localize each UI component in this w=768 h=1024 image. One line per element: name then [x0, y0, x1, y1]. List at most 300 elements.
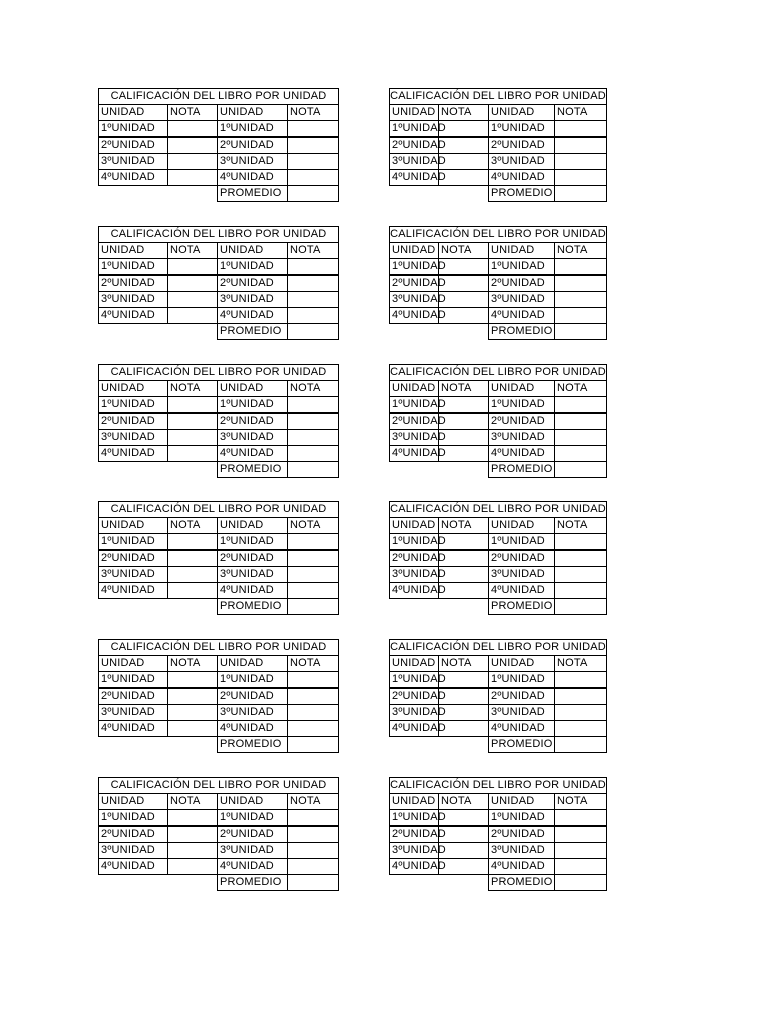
unit-row — [389, 445, 607, 462]
average-row — [98, 598, 339, 615]
grade-cell[interactable] — [287, 258, 339, 275]
unit-label: 2ºUNIDAD — [488, 550, 555, 567]
grade-cell[interactable] — [554, 307, 607, 324]
grade-cell[interactable] — [554, 550, 607, 567]
unit-label: 1ºUNIDAD — [98, 396, 168, 413]
unit-label: 1ºUNIDAD — [98, 258, 168, 275]
grade-cell[interactable] — [287, 720, 339, 737]
unit-label: 2ºUNIDAD — [389, 688, 439, 705]
unit-label: 1ºUNIDAD — [389, 258, 439, 275]
grade-cell[interactable] — [167, 704, 218, 721]
unit-label: 1ºUNIDAD — [98, 671, 168, 688]
header-unit: UNIDAD — [217, 655, 288, 672]
average-cell[interactable] — [554, 323, 607, 340]
header-unit: UNIDAD — [98, 655, 168, 672]
header-grade: NOTA — [554, 242, 607, 259]
unit-label: 4ºUNIDAD — [98, 445, 168, 462]
grade-card-r2-left — [98, 226, 339, 347]
grade-cell[interactable] — [167, 291, 218, 308]
unit-label: 1ºUNIDAD — [488, 671, 555, 688]
grade-cell[interactable] — [554, 413, 607, 430]
unit-label: 3ºUNIDAD — [217, 842, 288, 859]
header-unit: UNIDAD — [217, 104, 288, 121]
grade-cell[interactable] — [554, 533, 607, 550]
title-row — [389, 639, 607, 656]
unit-row — [98, 291, 339, 308]
average-cell[interactable] — [554, 185, 607, 202]
header-row — [389, 793, 607, 810]
unit-row — [98, 413, 339, 430]
grade-cell[interactable] — [554, 566, 607, 583]
average-cell[interactable] — [287, 598, 339, 615]
grade-card-r6-right — [389, 777, 607, 898]
unit-label: 2ºUNIDAD — [98, 550, 168, 567]
unit-label: 3ºUNIDAD — [389, 704, 439, 721]
unit-label: 4ºUNIDAD — [98, 307, 168, 324]
header-grade: NOTA — [438, 242, 489, 259]
unit-row — [389, 671, 607, 688]
grade-cell[interactable] — [554, 858, 607, 875]
unit-row — [389, 169, 607, 186]
unit-label: 3ºUNIDAD — [217, 153, 288, 170]
title-row — [389, 364, 607, 381]
unit-row — [389, 120, 607, 137]
unit-row — [98, 169, 339, 186]
header-grade: NOTA — [438, 793, 489, 810]
unit-label: 4ºUNIDAD — [389, 720, 439, 737]
unit-label: 4ºUNIDAD — [98, 720, 168, 737]
average-cell[interactable] — [287, 736, 339, 753]
card-title: CALIFICACIÓN DEL LIBRO POR UNIDAD — [98, 501, 339, 518]
card-title: CALIFICACIÓN DEL LIBRO POR UNIDAD — [98, 88, 339, 105]
average-cell[interactable] — [554, 736, 607, 753]
grade-card-r4-right — [389, 501, 607, 622]
header-grade: NOTA — [438, 655, 489, 672]
unit-label: 1ºUNIDAD — [98, 533, 168, 550]
unit-label: 4ºUNIDAD — [488, 858, 555, 875]
grade-cell[interactable] — [554, 396, 607, 413]
grade-cell[interactable] — [554, 826, 607, 843]
header-row — [98, 793, 339, 810]
unit-label: 2ºUNIDAD — [98, 413, 168, 430]
grade-cell[interactable] — [554, 688, 607, 705]
unit-label: 1ºUNIDAD — [488, 258, 555, 275]
unit-label: 2ºUNIDAD — [389, 275, 439, 292]
unit-label: 1ºUNIDAD — [98, 809, 168, 826]
grade-card-r6-left — [98, 777, 339, 898]
grade-cell[interactable] — [287, 566, 339, 583]
average-row — [98, 185, 339, 202]
grade-cell[interactable] — [554, 275, 607, 292]
grade-cell[interactable] — [554, 258, 607, 275]
average-label: PROMEDIO — [217, 736, 288, 753]
grade-cell[interactable] — [167, 858, 218, 875]
grade-cell[interactable] — [167, 842, 218, 859]
unit-label: 3ºUNIDAD — [488, 704, 555, 721]
unit-row — [389, 291, 607, 308]
unit-label: 1ºUNIDAD — [217, 671, 288, 688]
grade-cell[interactable] — [438, 396, 489, 413]
grade-cell[interactable] — [167, 169, 218, 186]
grade-card-r3-left — [98, 364, 339, 485]
grade-cell[interactable] — [287, 445, 339, 462]
title-row — [389, 226, 607, 243]
unit-row — [389, 842, 607, 859]
unit-row — [98, 858, 339, 875]
unit-row — [389, 429, 607, 446]
header-unit: UNIDAD — [98, 793, 168, 810]
grade-cell[interactable] — [438, 275, 489, 292]
grade-cell[interactable] — [554, 153, 607, 170]
grade-cell[interactable] — [438, 809, 489, 826]
grade-cell[interactable] — [554, 429, 607, 446]
grade-cell[interactable] — [438, 858, 489, 875]
header-grade: NOTA — [287, 242, 339, 259]
grade-cell[interactable] — [287, 153, 339, 170]
grade-cell[interactable] — [438, 566, 489, 583]
grade-cell[interactable] — [167, 153, 218, 170]
unit-row — [389, 582, 607, 599]
grade-cell[interactable] — [438, 550, 489, 567]
card-title: CALIFICACIÓN DEL LIBRO POR UNIDAD — [389, 639, 607, 656]
grade-cell[interactable] — [438, 671, 489, 688]
header-grade: NOTA — [287, 655, 339, 672]
header-row — [98, 380, 339, 397]
grade-cell[interactable] — [167, 137, 218, 154]
unit-row — [389, 688, 607, 705]
header-unit: UNIDAD — [488, 242, 555, 259]
header-unit: UNIDAD — [389, 517, 439, 534]
unit-label: 3ºUNIDAD — [488, 153, 555, 170]
header-unit: UNIDAD — [217, 242, 288, 259]
unit-label: 1ºUNIDAD — [488, 396, 555, 413]
unit-label: 1ºUNIDAD — [217, 258, 288, 275]
header-unit: UNIDAD — [98, 517, 168, 534]
average-label: PROMEDIO — [217, 185, 288, 202]
grade-cell[interactable] — [287, 550, 339, 567]
unit-label: 2ºUNIDAD — [98, 137, 168, 154]
unit-label: 2ºUNIDAD — [488, 413, 555, 430]
average-row — [389, 461, 607, 478]
title-row — [98, 364, 339, 381]
unit-label: 2ºUNIDAD — [217, 688, 288, 705]
average-cell[interactable] — [554, 598, 607, 615]
unit-label: 1ºUNIDAD — [389, 120, 439, 137]
average-cell[interactable] — [554, 461, 607, 478]
header-grade: NOTA — [438, 380, 489, 397]
average-label: PROMEDIO — [217, 598, 288, 615]
unit-label: 1ºUNIDAD — [217, 533, 288, 550]
average-label: PROMEDIO — [217, 874, 288, 891]
grade-cell[interactable] — [167, 429, 218, 446]
header-unit: UNIDAD — [217, 380, 288, 397]
grade-cell[interactable] — [438, 291, 489, 308]
average-label: PROMEDIO — [488, 185, 555, 202]
average-row — [98, 461, 339, 478]
unit-label: 4ºUNIDAD — [98, 582, 168, 599]
unit-row — [389, 307, 607, 324]
grade-cell[interactable] — [438, 533, 489, 550]
average-cell[interactable] — [287, 461, 339, 478]
unit-label: 1ºUNIDAD — [389, 671, 439, 688]
grade-cell[interactable] — [554, 445, 607, 462]
unit-label: 3ºUNIDAD — [389, 842, 439, 859]
grade-cell[interactable] — [554, 704, 607, 721]
grade-cell[interactable] — [554, 291, 607, 308]
unit-label: 3ºUNIDAD — [217, 704, 288, 721]
grade-cell[interactable] — [287, 307, 339, 324]
grade-cell[interactable] — [167, 550, 218, 567]
average-label: PROMEDIO — [488, 598, 555, 615]
grade-cell[interactable] — [287, 429, 339, 446]
grade-cell[interactable] — [438, 258, 489, 275]
grade-cell[interactable] — [167, 809, 218, 826]
card-title: CALIFICACIÓN DEL LIBRO POR UNIDAD — [98, 226, 339, 243]
grade-cell[interactable] — [167, 826, 218, 843]
unit-row — [98, 445, 339, 462]
header-unit: UNIDAD — [488, 793, 555, 810]
grade-card-r1-right — [389, 88, 607, 209]
grade-cell[interactable] — [287, 291, 339, 308]
unit-row — [98, 153, 339, 170]
unit-label: 3ºUNIDAD — [217, 291, 288, 308]
header-grade: NOTA — [287, 104, 339, 121]
unit-label: 2ºUNIDAD — [488, 688, 555, 705]
title-row — [98, 88, 339, 105]
header-grade: NOTA — [554, 380, 607, 397]
header-grade: NOTA — [287, 380, 339, 397]
unit-row — [98, 258, 339, 275]
title-row — [389, 88, 607, 105]
unit-row — [389, 858, 607, 875]
unit-label: 3ºUNIDAD — [98, 291, 168, 308]
grade-cell[interactable] — [287, 842, 339, 859]
unit-row — [98, 809, 339, 826]
title-row — [98, 639, 339, 656]
unit-label: 3ºUNIDAD — [488, 566, 555, 583]
header-grade: NOTA — [287, 793, 339, 810]
average-cell[interactable] — [287, 874, 339, 891]
unit-row — [389, 396, 607, 413]
unit-label: 1ºUNIDAD — [488, 120, 555, 137]
grade-cell[interactable] — [554, 137, 607, 154]
header-grade: NOTA — [554, 517, 607, 534]
grade-cell[interactable] — [554, 809, 607, 826]
unit-label: 3ºUNIDAD — [98, 153, 168, 170]
grade-cell[interactable] — [554, 671, 607, 688]
title-row — [389, 777, 607, 794]
unit-label: 4ºUNIDAD — [488, 582, 555, 599]
grade-cell[interactable] — [287, 533, 339, 550]
unit-label: 1ºUNIDAD — [217, 120, 288, 137]
header-row — [98, 655, 339, 672]
grade-cell[interactable] — [167, 533, 218, 550]
grade-cell[interactable] — [167, 445, 218, 462]
unit-row — [389, 137, 607, 154]
title-row — [98, 777, 339, 794]
header-row — [389, 380, 607, 397]
grade-cell[interactable] — [167, 720, 218, 737]
unit-label: 2ºUNIDAD — [389, 826, 439, 843]
unit-label: 3ºUNIDAD — [98, 704, 168, 721]
header-grade: NOTA — [167, 380, 218, 397]
grade-cell[interactable] — [287, 688, 339, 705]
title-row — [98, 501, 339, 518]
grade-cell[interactable] — [438, 169, 489, 186]
grade-cell[interactable] — [438, 307, 489, 324]
unit-row — [98, 137, 339, 154]
average-row — [389, 598, 607, 615]
grade-cell[interactable] — [167, 566, 218, 583]
card-title: CALIFICACIÓN DEL LIBRO POR UNIDAD — [98, 777, 339, 794]
unit-label: 3ºUNIDAD — [98, 429, 168, 446]
header-unit: UNIDAD — [98, 104, 168, 121]
average-row — [389, 185, 607, 202]
grade-cell[interactable] — [554, 169, 607, 186]
average-row — [98, 874, 339, 891]
grade-cell[interactable] — [287, 413, 339, 430]
unit-label: 3ºUNIDAD — [488, 842, 555, 859]
grade-cell[interactable] — [287, 826, 339, 843]
unit-label: 4ºUNIDAD — [389, 858, 439, 875]
unit-row — [389, 153, 607, 170]
unit-label: 3ºUNIDAD — [98, 842, 168, 859]
grade-cell[interactable] — [167, 120, 218, 137]
header-unit: UNIDAD — [488, 655, 555, 672]
unit-row — [98, 429, 339, 446]
unit-row — [98, 396, 339, 413]
grade-cell[interactable] — [287, 120, 339, 137]
unit-label: 4ºUNIDAD — [98, 169, 168, 186]
unit-label: 2ºUNIDAD — [488, 137, 555, 154]
unit-label: 2ºUNIDAD — [98, 826, 168, 843]
header-grade: NOTA — [167, 242, 218, 259]
card-title: CALIFICACIÓN DEL LIBRO POR UNIDAD — [98, 639, 339, 656]
unit-label: 4ºUNIDAD — [488, 307, 555, 324]
unit-label: 4ºUNIDAD — [488, 445, 555, 462]
unit-label: 1ºUNIDAD — [98, 120, 168, 137]
average-cell[interactable] — [554, 874, 607, 891]
unit-label: 2ºUNIDAD — [217, 826, 288, 843]
grade-cell[interactable] — [438, 720, 489, 737]
grade-cell[interactable] — [438, 582, 489, 599]
unit-label: 1ºUNIDAD — [389, 533, 439, 550]
unit-label: 4ºUNIDAD — [217, 582, 288, 599]
grade-cell[interactable] — [438, 704, 489, 721]
grade-cell[interactable] — [287, 704, 339, 721]
grade-cell[interactable] — [438, 826, 489, 843]
unit-row — [98, 275, 339, 292]
grade-cell[interactable] — [167, 307, 218, 324]
average-cell[interactable] — [287, 323, 339, 340]
grade-card-r1-left — [98, 88, 339, 209]
unit-label: 2ºUNIDAD — [217, 137, 288, 154]
unit-label: 2ºUNIDAD — [389, 137, 439, 154]
unit-row — [98, 842, 339, 859]
unit-row — [389, 720, 607, 737]
average-row — [389, 874, 607, 891]
grade-cell[interactable] — [438, 429, 489, 446]
header-unit: UNIDAD — [488, 517, 555, 534]
header-grade: NOTA — [554, 793, 607, 810]
unit-row — [98, 307, 339, 324]
header-grade: NOTA — [554, 655, 607, 672]
header-unit: UNIDAD — [389, 104, 439, 121]
grade-cell[interactable] — [167, 582, 218, 599]
unit-label: 1ºUNIDAD — [217, 809, 288, 826]
unit-label: 2ºUNIDAD — [488, 826, 555, 843]
header-unit: UNIDAD — [98, 242, 168, 259]
grade-cell[interactable] — [438, 688, 489, 705]
unit-label: 3ºUNIDAD — [389, 153, 439, 170]
grade-cell[interactable] — [554, 582, 607, 599]
title-row — [98, 226, 339, 243]
unit-label: 2ºUNIDAD — [217, 550, 288, 567]
average-row — [98, 323, 339, 340]
unit-label: 1ºUNIDAD — [488, 809, 555, 826]
grade-cell[interactable] — [287, 169, 339, 186]
unit-row — [389, 413, 607, 430]
grade-cell[interactable] — [167, 396, 218, 413]
grade-cell[interactable] — [438, 153, 489, 170]
grade-cell[interactable] — [167, 671, 218, 688]
grade-cell[interactable] — [287, 582, 339, 599]
unit-row — [98, 688, 339, 705]
grade-cell[interactable] — [167, 688, 218, 705]
grade-cell[interactable] — [167, 413, 218, 430]
unit-label: 4ºUNIDAD — [98, 858, 168, 875]
header-grade: NOTA — [554, 104, 607, 121]
grade-cell[interactable] — [438, 413, 489, 430]
grade-cell[interactable] — [287, 671, 339, 688]
grade-cell[interactable] — [438, 445, 489, 462]
grade-cell[interactable] — [287, 137, 339, 154]
card-title: CALIFICACIÓN DEL LIBRO POR UNIDAD — [389, 777, 607, 794]
average-label: PROMEDIO — [488, 323, 555, 340]
average-cell[interactable] — [287, 185, 339, 202]
header-row — [389, 242, 607, 259]
unit-label: 4ºUNIDAD — [389, 445, 439, 462]
unit-label: 4ºUNIDAD — [488, 720, 555, 737]
header-unit: UNIDAD — [98, 380, 168, 397]
grade-cell[interactable] — [287, 396, 339, 413]
grade-cell[interactable] — [438, 137, 489, 154]
grade-cell[interactable] — [438, 842, 489, 859]
unit-label: 4ºUNIDAD — [217, 445, 288, 462]
grade-cell[interactable] — [167, 275, 218, 292]
unit-row — [98, 120, 339, 137]
grade-cell[interactable] — [167, 258, 218, 275]
grade-cell[interactable] — [554, 720, 607, 737]
grade-cell[interactable] — [287, 275, 339, 292]
grade-cell[interactable] — [554, 120, 607, 137]
unit-row — [389, 704, 607, 721]
average-label: PROMEDIO — [217, 461, 288, 478]
unit-label: 3ºUNIDAD — [389, 291, 439, 308]
grade-cell[interactable] — [554, 842, 607, 859]
unit-label: 2ºUNIDAD — [389, 413, 439, 430]
grade-cell[interactable] — [287, 858, 339, 875]
unit-label: 4ºUNIDAD — [217, 169, 288, 186]
card-title: CALIFICACIÓN DEL LIBRO POR UNIDAD — [389, 226, 607, 243]
grade-cell[interactable] — [287, 809, 339, 826]
grade-cell[interactable] — [438, 120, 489, 137]
unit-row — [389, 826, 607, 843]
header-unit: UNIDAD — [488, 104, 555, 121]
grade-card-r5-right — [389, 639, 607, 760]
unit-label: 4ºUNIDAD — [217, 858, 288, 875]
header-unit: UNIDAD — [217, 793, 288, 810]
